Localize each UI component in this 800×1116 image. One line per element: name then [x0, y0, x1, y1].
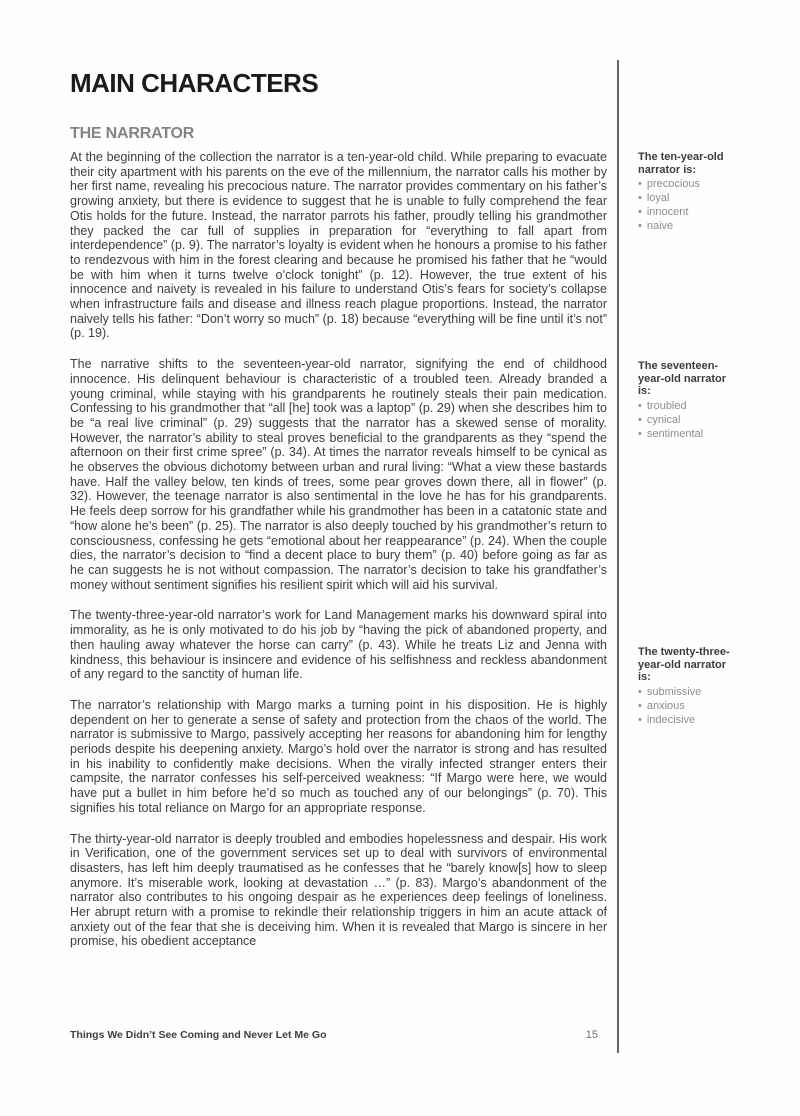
- list-item: [638, 686, 738, 699]
- list-item: [638, 428, 738, 441]
- paragraph-ten-year-old: At the beginning of the collection the narrator is a ten-year-old child. While preparing to evacuate their city apartment with his parents on the eve of the millennium, the narrator calls his mother by her first name, revealing his precocious nature. The narrator provides commentary on his father’s growing anxiety, but there is evidence to suggest that he is unable to fully comprehend the fear Otis holds for the future. Instead, the narrator parrots his father, proudly telling his grandmother they packed the car full of supplies in preparation for “everything to fall apart from interdependence” (p. 9). The narrator’s loyalty is evident when he honours a promise to his father to rendezvous with him in the forest clearing and because he promised his father that he “would be with him when it turns twelve o’clock tonight” (p. 12). However, the true extent of his innocence and naivety is revealed in his failure to understand Otis’s fears for society’s collapse when infrastructure fails and disease and illness reach plague proportions. Instead, the narrator naively tells his father: “Don’t worry so much” (p. 18) because “everything will be fine until it’s not” (p. 19).: [70, 150, 607, 341]
- margin-note-seventeen-year-old: [638, 360, 738, 441]
- list-item: [638, 714, 738, 727]
- list-item: [638, 206, 738, 219]
- margin-note-list: [638, 178, 738, 232]
- bullet-icon: •: [638, 413, 642, 426]
- bullet-icon: •: [638, 219, 642, 232]
- page-footer: [70, 1029, 607, 1041]
- trait-label: cynical: [646, 413, 681, 426]
- list-item: [638, 178, 738, 191]
- bullet-icon: •: [638, 427, 642, 440]
- trait-label: submissive: [646, 686, 702, 699]
- paragraph-twenty-three-year-old: The twenty-three-year-old narrator’s work for Land Management marks his downward spiral into immorality, as he is only motivated to do his job by “having the pick of abandoned property, and then hauling away whatever the horse can carry” (p. 43). While he treats Liz and Jenna with kindness, this behaviour is insincere and evidence of his selfishness and reckless abandonment of any regard to the sanctity of human life.: [70, 608, 607, 682]
- bullet-icon: •: [638, 205, 642, 218]
- bullet-icon: •: [638, 699, 642, 712]
- page-number: 15: [585, 1029, 598, 1041]
- trait-label: troubled: [646, 400, 687, 413]
- bullet-icon: •: [638, 686, 642, 699]
- footer-book-title: Things We Didn’t See Coming and Never Let Me Go: [70, 1029, 327, 1041]
- list-item: [638, 400, 738, 413]
- trait-label: sentimental: [646, 427, 704, 440]
- main-text-column: [70, 70, 607, 965]
- paragraph-thirty-year-old: The thirty-year-old narrator is deeply troubled and embodies hopelessness and despair. His work in Verification, one of the government services set up to deal with survivors of environmental disasters, has left him deeply traumatised as he confesses that he “barely know[s] how to sleep anymore. It’s miserable work, looking at devastation …” (p. 83). Margo’s abandonment of the narrator also contributes to his ongoing despair as he experiences deep feelings of loneliness. Her abrupt return with a promise to rekindle their relationship triggers in him an acute attack of anxiety out of the fear that she is deceiving him. When it is revealed that Margo is sincere in her promise, his obedient acceptance: [70, 831, 607, 949]
- margin-note-heading: The seventeen-year-old narrator is:: [638, 360, 727, 398]
- list-item: [638, 220, 738, 233]
- margin-note-list: [638, 400, 738, 440]
- list-item: [638, 192, 738, 205]
- list-item: [638, 414, 738, 427]
- trait-label: naive: [646, 219, 674, 232]
- margin-note-heading: The twenty-three-year-old narrator is:: [638, 646, 730, 684]
- margin-note-twenty-three-year-old: [638, 646, 738, 727]
- bullet-icon: •: [638, 178, 642, 191]
- margin-divider-rule: [617, 60, 619, 1053]
- trait-label: precocious: [646, 178, 701, 191]
- list-item: [638, 700, 738, 713]
- paragraph-seventeen-year-old: The narrative shifts to the seventeen-year-old narrator, signifying the end of childhood innocence. His delinquent behaviour is characteristic of a troubled teen. Already branded a young criminal, while staying with his grandparents he routinely steals their pain medication. Confessing to his grandmother that “all [he] took was a laptop” (p. 29) when she describes him to be “a real live criminal” (p. 29) suggests that the narrator has a skewed sense of morality. However, the narrator’s ability to steal proves beneficial to the grandparents as they “spend the afternoon on their first crime spree” (p. 34). At times the narrator reveals himself to be cynical as he observes the obvious dichotomy between urban and rural living: “What a view these bastards have. Half the valley below, ten kinds of trees, some pear groves down there, all in flower” (p. 32). However, the teenage narrator is also sentimental in the love he has for his grandparents. He feels deep sorrow for his grandfather while his grandmother has been in a catatonic state and “how alone he’s been” (p. 25). The narrator is also deeply touched by his grandmother’s return to consciousness, confessing he gets “emotional about her reappearance” (p. 24). When the couple dies, the narrator’s decision to “find a decent place to bury them” (p. 40) before going as far as he can suggests he is not without compassion. The narrator’s decision to take his grandfather’s money without sentiment signifies his resilient spirit which will aid his survival.: [70, 357, 607, 592]
- page-title: MAIN CHARACTERS: [70, 68, 319, 98]
- trait-label: innocent: [646, 205, 689, 218]
- trait-label: anxious: [646, 699, 685, 712]
- bullet-icon: •: [638, 400, 642, 413]
- margin-note-list: [638, 686, 738, 726]
- trait-label: indecisive: [646, 713, 696, 726]
- margin-note-ten-year-old: [638, 151, 738, 233]
- section-heading: THE NARRATOR: [70, 125, 195, 142]
- paragraph-margo-relationship: The narrator’s relationship with Margo marks a turning point in his disposition. He is highly dependent on her to generate a sense of safety and protection from the chaos of the world. The narrator is submissive to Margo, passively accepting her reasons for abandoning him for lengthy periods despite his deepening anxiety. Margo’s hold over the narrator is strong and has resulted in his inability to confidently make decisions. When the virally infected stranger enters their campsite, the narrator confesses his self-perceived weakness: “If Margo were here, we would have put a bullet in him before he’d so much as touched any of our belongings” (p. 70). This signifies his total reliance on Margo for an appropriate response.: [70, 697, 607, 815]
- trait-label: loyal: [646, 192, 670, 205]
- bullet-icon: •: [638, 192, 642, 205]
- bullet-icon: •: [638, 713, 642, 726]
- margin-note-heading: The ten-year-old narrator is:: [638, 151, 724, 176]
